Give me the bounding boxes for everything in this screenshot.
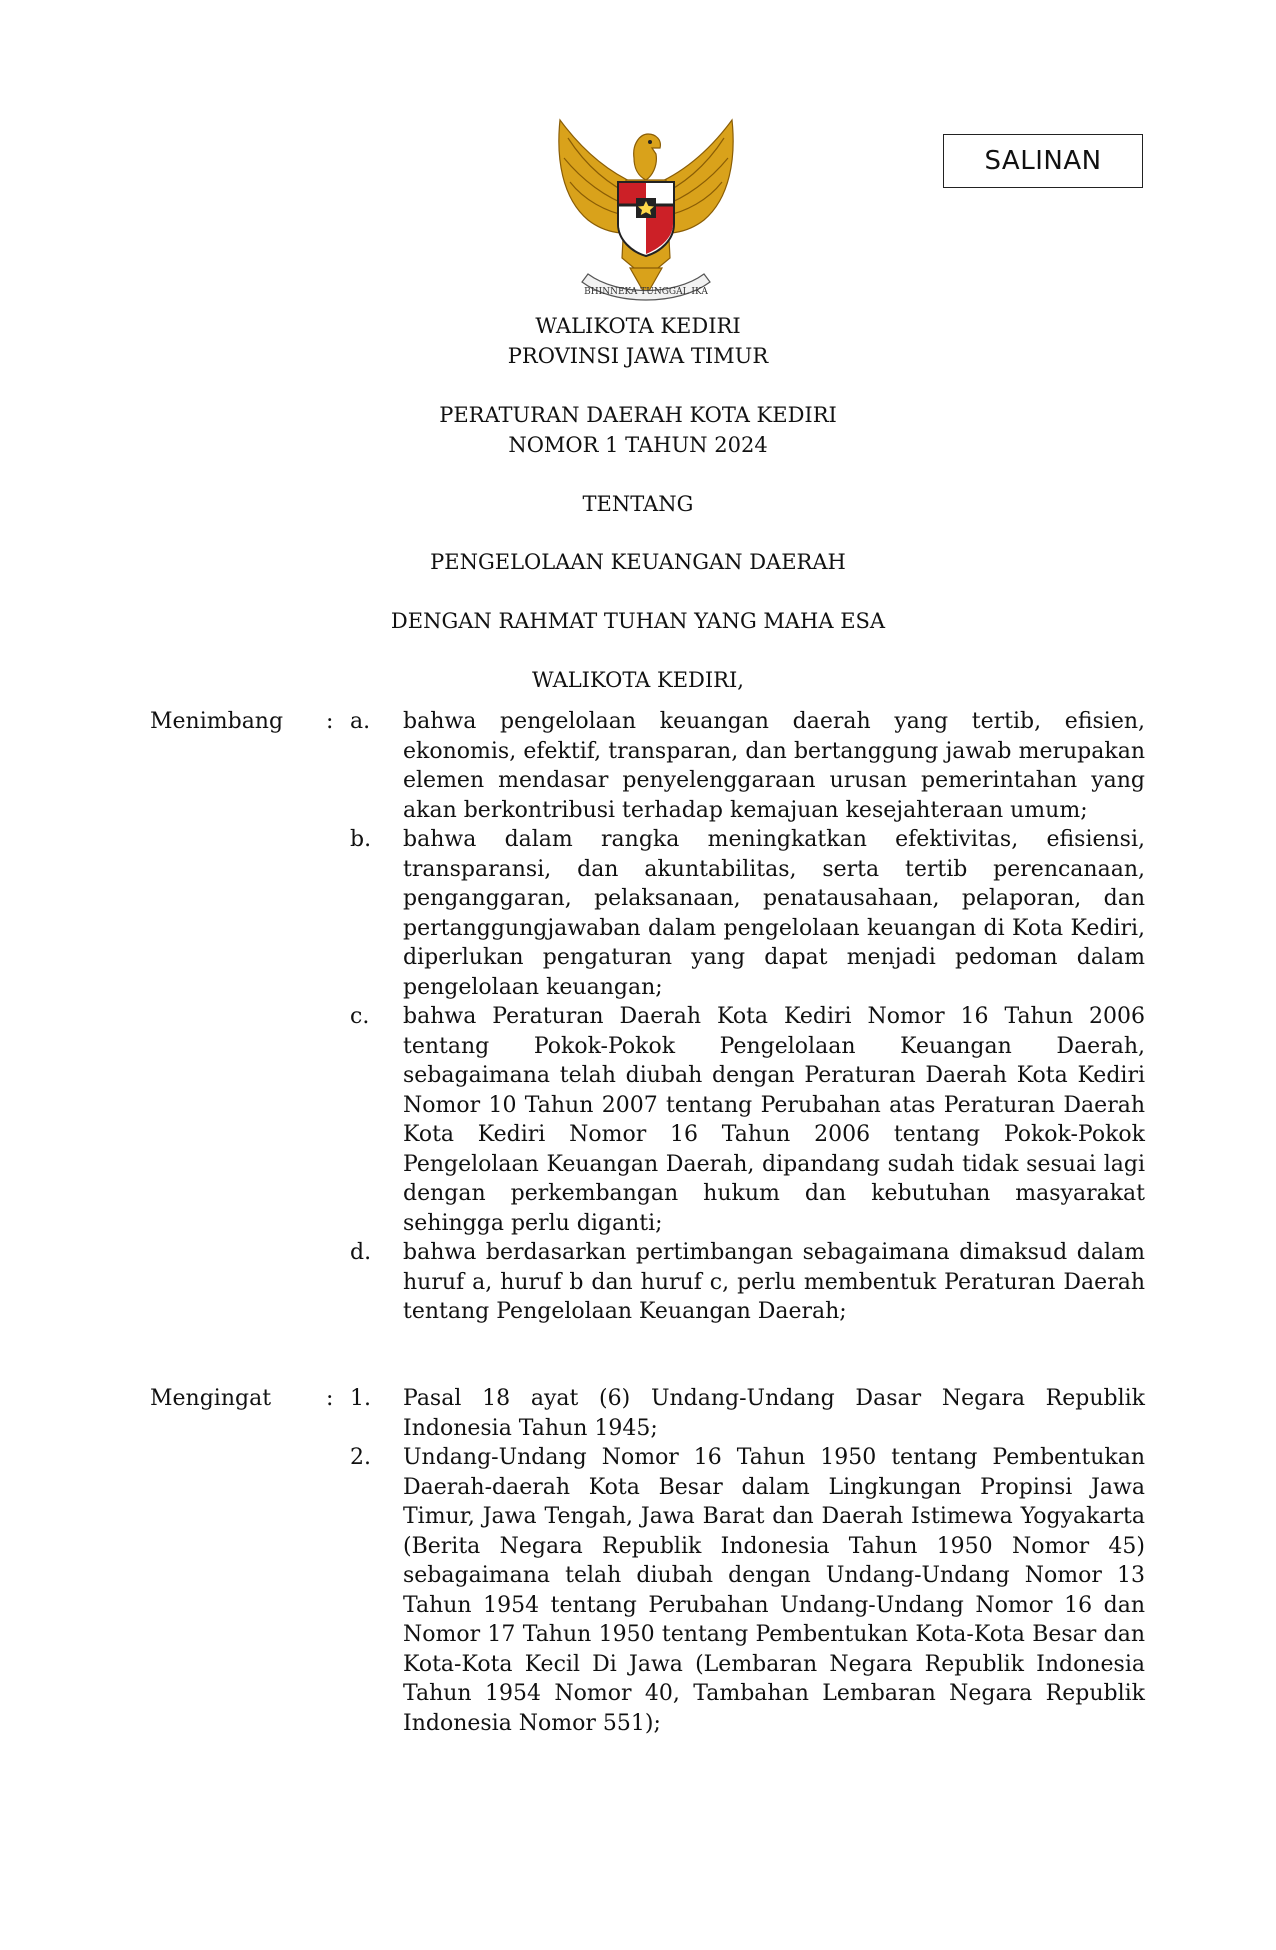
regulation-subject: PENGELOLAAN KEUANGAN DAERAH <box>430 550 846 574</box>
regulation-number: NOMOR 1 TAHUN 2024 <box>508 433 768 457</box>
list-marker: 1. <box>350 1386 371 1411</box>
list-marker: a. <box>350 709 371 734</box>
mengingat-item-1 <box>150 1384 1145 1443</box>
about-heading: TENTANG <box>582 492 694 516</box>
emblem-motto: BHINNEKA TUNGGAL IKA <box>584 287 708 297</box>
regulation-title: PERATURAN DAERAH KOTA KEDIRI <box>439 403 837 427</box>
list-marker: d. <box>350 1240 372 1265</box>
list-item-text: bahwa berdasarkan pertimbangan sebagaimana dimaksud dalam huruf a, huruf b dan huruf c, perlu membentuk Peraturan Daerah tentang Pengelolaan Keuangan Daerah; <box>403 1240 1145 1324</box>
menimbang-item-d <box>150 1238 1145 1327</box>
mengingat-colon: : <box>326 1386 334 1411</box>
list-item-text: bahwa dalam rangka meningkatkan efektivitas, efisiensi, transparansi, dan akuntabilitas, serta tertib perencanaan, penganggaran, pelaksanaan, penatausahaan, pelaporan, dan pertanggungjawaban dalam pengelolaan keuangan di Kota Kediri, diperlukan pengaturan yang dapat menjadi pedoman dalam pengelolaan keuangan; <box>403 827 1145 1000</box>
menimbang-label: Menimbang <box>150 709 284 734</box>
garuda-pancasila-emblem <box>548 118 744 304</box>
menimbang-item-c <box>150 1002 1145 1238</box>
menimbang-section <box>150 707 1145 1327</box>
list-marker: 2. <box>350 1445 371 1470</box>
menimbang-item-b <box>150 825 1145 1002</box>
list-marker: b. <box>350 827 372 852</box>
province-title: PROVINSI JAWA TIMUR <box>507 344 769 368</box>
issuer-signature-heading: WALIKOTA KEDIRI, <box>532 668 744 692</box>
list-marker: c. <box>350 1004 370 1029</box>
blessing-line: DENGAN RAHMAT TUHAN YANG MAHA ESA <box>390 609 886 633</box>
menimbang-item-a <box>150 707 1145 825</box>
mengingat-label: Mengingat <box>150 1386 272 1411</box>
salinan-stamp: SALINAN <box>943 134 1143 188</box>
list-item-text: bahwa pengelolaan keuangan daerah yang tertib, efisien, ekonomis, efektif, transparan, dan bertanggung jawab merupakan elemen mendasar penyelenggaraan urusan pemerintahan yang akan berkontribusi terhadap kemajuan kesejahteraan umum; <box>403 709 1145 823</box>
list-item-text: bahwa Peraturan Daerah Kota Kediri Nomor 16 Tahun 2006 tentang Pokok-Pokok Pengelolaan Keuangan Daerah, sebagaimana telah diubah dengan Peraturan Daerah Kota Kediri Nomor 10 Tahun 2007 tentang Perubahan atas Peraturan Daerah Kota Kediri Nomor 16 Tahun 2006 tentang Pokok-Pokok Pengelolaan Keuangan Daerah, dipandang sudah tidak sesuai lagi dengan perkembangan hukum dan kebutuhan masyarakat sehingga perlu diganti; <box>403 1004 1145 1236</box>
issuer-title: WALIKOTA KEDIRI <box>535 314 741 338</box>
list-item-text: Undang-Undang Nomor 16 Tahun 1950 tentang Pembentukan Daerah-daerah Kota Besar dalam Lingkungan Propinsi Jawa Timur, Jawa Tengah, Jawa Barat dan Daerah Istimewa Yogyakarta (Berita Negara Republik Indonesia Tahun 1950 Nomor 45) sebagaimana telah diubah dengan Undang-Undang Nomor 13 Tahun 1954 tentang Perubahan Undang-Undang Nomor 16 dan Nomor 17 Tahun 1950 tentang Pembentukan Kota-Kota Besar dan Kota-Kota Kecil Di Jawa (Lembaran Negara Republik Indonesia Tahun 1954 Nomor 40, Tambahan Lembaran Negara Republik Indonesia Nomor 551); <box>403 1445 1145 1736</box>
mengingat-item-2 <box>150 1443 1145 1738</box>
mengingat-section <box>150 1384 1145 1738</box>
menimbang-colon: : <box>326 709 334 734</box>
list-item-text: Pasal 18 ayat (6) Undang-Undang Dasar Negara Republik Indonesia Tahun 1945; <box>403 1386 1145 1441</box>
